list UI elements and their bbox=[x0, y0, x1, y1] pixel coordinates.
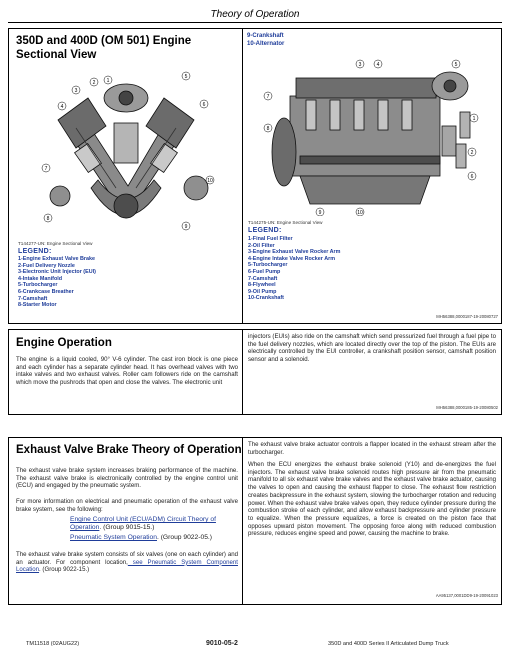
callout-3 bbox=[356, 60, 364, 68]
legend-item: 1-Engine Exhaust Valve Brake bbox=[18, 256, 96, 262]
left-figure-caption: T144277-UN: Engine Sectional View bbox=[18, 241, 93, 246]
left-legend-list bbox=[18, 256, 96, 309]
link-pneumatic-ref: . (Group 9022-05.) bbox=[156, 534, 212, 541]
header-rule bbox=[8, 22, 502, 23]
section1-doc-id: MH56388,0000187-19-20080727 bbox=[436, 314, 498, 319]
callout-5 bbox=[182, 72, 190, 80]
legend-item: 10-Alternator bbox=[247, 40, 285, 47]
section3-paragraph-2: For more information on electrical and pneumatic operation of the exhaust valve brake system, see the following: bbox=[16, 498, 238, 513]
svg-text:9: 9 bbox=[184, 224, 188, 230]
svg-text:9: 9 bbox=[318, 210, 322, 216]
legend-item: 8-Flywheel bbox=[248, 282, 276, 289]
svg-text:6: 6 bbox=[202, 102, 206, 108]
section1-column-divider bbox=[242, 28, 243, 324]
legend-item: 3-Electronic Unit Injector (EUI) bbox=[18, 269, 96, 276]
legend-item: 3-Engine Exhaust Valve Rocker Arm bbox=[248, 249, 341, 256]
svg-text:1: 1 bbox=[106, 78, 110, 84]
callout-7 bbox=[264, 92, 272, 100]
legend-item: 4-Engine Intake Valve Rocker Arm bbox=[248, 255, 335, 262]
reference-pneumatic-operation bbox=[70, 534, 238, 542]
legend-item: 8-Starter Motor bbox=[18, 302, 57, 309]
section3-paragraph-1: The exhaust valve brake system increases braking performance of the machine. The exhaust valve brake is electronically controlled by the engine control unit (ECU) and engaged by the pneumatic system. bbox=[16, 467, 238, 490]
footer-machine-title: 350D and 400D Series II Articulated Dump Truck bbox=[328, 641, 449, 647]
svg-text:1: 1 bbox=[472, 116, 476, 122]
right-figure-caption: T144275-UN: Engine Sectional View bbox=[248, 220, 323, 225]
legend-item: 5-Turbocharger bbox=[18, 282, 58, 289]
legend-item: 6-Crankcase Breather bbox=[18, 288, 74, 295]
footer-manual-id: TM11518 (02AUG22) bbox=[26, 641, 80, 647]
link-component-location-ref: . (Group 9022-15.) bbox=[39, 566, 90, 574]
svg-text:7: 7 bbox=[266, 94, 270, 100]
svg-text:8: 8 bbox=[46, 216, 50, 222]
callout-2 bbox=[468, 148, 476, 156]
legend-item: 2-Oil Filter bbox=[248, 242, 275, 249]
svg-text:3: 3 bbox=[74, 88, 78, 94]
legend-item: 6-Fuel Pump bbox=[248, 268, 281, 275]
engine-sectional-side-illustration bbox=[260, 56, 480, 216]
legend-item: 7-Camshaft bbox=[248, 275, 278, 282]
section3-right-paragraph-2: When the ECU energizes the exhaust brake solenoid (Y10) and de-energizes the fuel injectors. The exhaust valve brake solenoid routes high pressure air from the pneumatic manifold to all six exhaust valve brake valves and the exhaust valve brake actuator, causing the valves to open and causing the exhaust flapper to close. The exhaust flow restriction creates backpressure in the exhaust system, slowing the turbocharger rotation and reducing power. When the exhaust valve brake valves open, they reduce cylinder pressure during the combustion stroke of each cylinder, and allow exhaust backpressure and cylinder pressure to equalize. When the pressure equalizes, a force is created on the piston face that opposes upward piston movement. The opposing force along with reduced combustion pressure, reduces engine speed and power, causing the machine to brake. bbox=[248, 461, 496, 538]
legend-item: 7-Camshaft bbox=[18, 295, 48, 302]
section3-right-paragraph-1: The exhaust valve brake actuator controls a flapper located in the exhaust stream after the turbocharger. bbox=[248, 441, 496, 456]
link-pneumatic-component-location[interactable]: see Pneumatic System Component Location bbox=[16, 558, 238, 574]
section1-title: 350D and 400D (OM 501) Engine Sectional View bbox=[16, 35, 192, 61]
legend-item: 1-Final Fuel Filter bbox=[248, 236, 293, 242]
right-legend-list bbox=[248, 236, 340, 302]
section1-top-legend bbox=[247, 33, 284, 48]
page-header-title: Theory of Operation bbox=[210, 9, 300, 20]
right-legend-title: LEGEND: bbox=[248, 227, 282, 234]
svg-text:5: 5 bbox=[454, 62, 458, 68]
link-ecu-circuit-ref: . (Group 9015-15.) bbox=[99, 524, 155, 532]
legend-item: 4-Intake Manifold bbox=[18, 275, 63, 282]
callout-7 bbox=[42, 164, 50, 172]
svg-text:4: 4 bbox=[60, 104, 64, 110]
footer-page-number: 9010-05-2 bbox=[206, 640, 238, 647]
legend-item: 5-Turbocharger bbox=[248, 262, 288, 269]
callout-10 bbox=[356, 208, 364, 216]
callout-1 bbox=[470, 114, 478, 122]
callout-6 bbox=[468, 172, 476, 180]
section2-right-paragraph: injectors (EUIs) also ride on the camshaft which send pressurized fuel through a fuel pipe to the fuel delivery nozzles, which are located directly over the top of the piston. The EUIs are electrically controlled by the EUI controller, a crankshaft position sensor, camshaft position sensor and a solenoid. bbox=[248, 333, 496, 364]
engine-sectional-front-illustration bbox=[36, 68, 216, 238]
svg-text:10: 10 bbox=[207, 178, 213, 184]
callout-4 bbox=[374, 60, 382, 68]
svg-text:8: 8 bbox=[266, 126, 270, 132]
section3-title: Exhaust Valve Brake Theory of Operation bbox=[16, 444, 242, 456]
svg-text:10: 10 bbox=[357, 210, 363, 216]
legend-item: 9-Oil Pump bbox=[248, 288, 277, 295]
section3-paragraph-3-text: The exhaust valve brake system consists of six valves (one on each cylinder) and an actuator. For component location, bbox=[16, 551, 238, 566]
callout-8 bbox=[264, 124, 272, 132]
svg-text:3: 3 bbox=[358, 62, 362, 68]
svg-text:7: 7 bbox=[44, 166, 48, 172]
callout-9 bbox=[182, 222, 190, 230]
svg-text:2: 2 bbox=[470, 150, 474, 156]
section3-paragraph-3 bbox=[16, 551, 238, 574]
legend-item: 2-Fuel Delivery Nozzle bbox=[18, 262, 75, 269]
section2-column-divider bbox=[242, 329, 243, 415]
svg-text:5: 5 bbox=[184, 74, 188, 80]
section2-title: Engine Operation bbox=[16, 337, 112, 349]
section3-column-divider bbox=[242, 437, 243, 605]
legend-item: 9-Crankshaft bbox=[247, 33, 284, 39]
legend-item: 10-Crankshaft bbox=[248, 295, 284, 302]
callout-10 bbox=[206, 176, 214, 184]
callout-9 bbox=[316, 208, 324, 216]
callout-5 bbox=[452, 60, 460, 68]
callout-2 bbox=[90, 78, 98, 86]
svg-text:2: 2 bbox=[92, 80, 96, 86]
left-legend-title: LEGEND: bbox=[18, 248, 52, 255]
callout-3 bbox=[72, 86, 80, 94]
link-pneumatic-system-operation[interactable]: Pneumatic System Operation bbox=[70, 534, 157, 541]
link-ecu-circuit-theory[interactable]: Engine Control Unit (ECU/ADM) Circuit Theory of Operation bbox=[70, 516, 216, 532]
section2-left-paragraph: The engine is a liquid cooled, 90° V-6 cylinder. The cast iron block is one piece and each cylinder has a separate cylinder head. It has overhead valves with two intake valves and two exhaust valves. Roller cam followers ride on the camshaft which move the pushrods that open and close the valves. The electronic unit bbox=[16, 356, 238, 387]
svg-text:4: 4 bbox=[376, 62, 380, 68]
section3-doc-id: AA95137,0001DD9-19-20091023 bbox=[435, 593, 498, 598]
svg-text:6: 6 bbox=[470, 174, 474, 180]
callout-4 bbox=[58, 102, 66, 110]
callout-1 bbox=[104, 76, 112, 84]
callout-6 bbox=[200, 100, 208, 108]
callout-8 bbox=[44, 214, 52, 222]
reference-ecu-circuit bbox=[70, 516, 238, 532]
section2-doc-id: MH56388,0000185-19-20080502 bbox=[436, 405, 498, 410]
